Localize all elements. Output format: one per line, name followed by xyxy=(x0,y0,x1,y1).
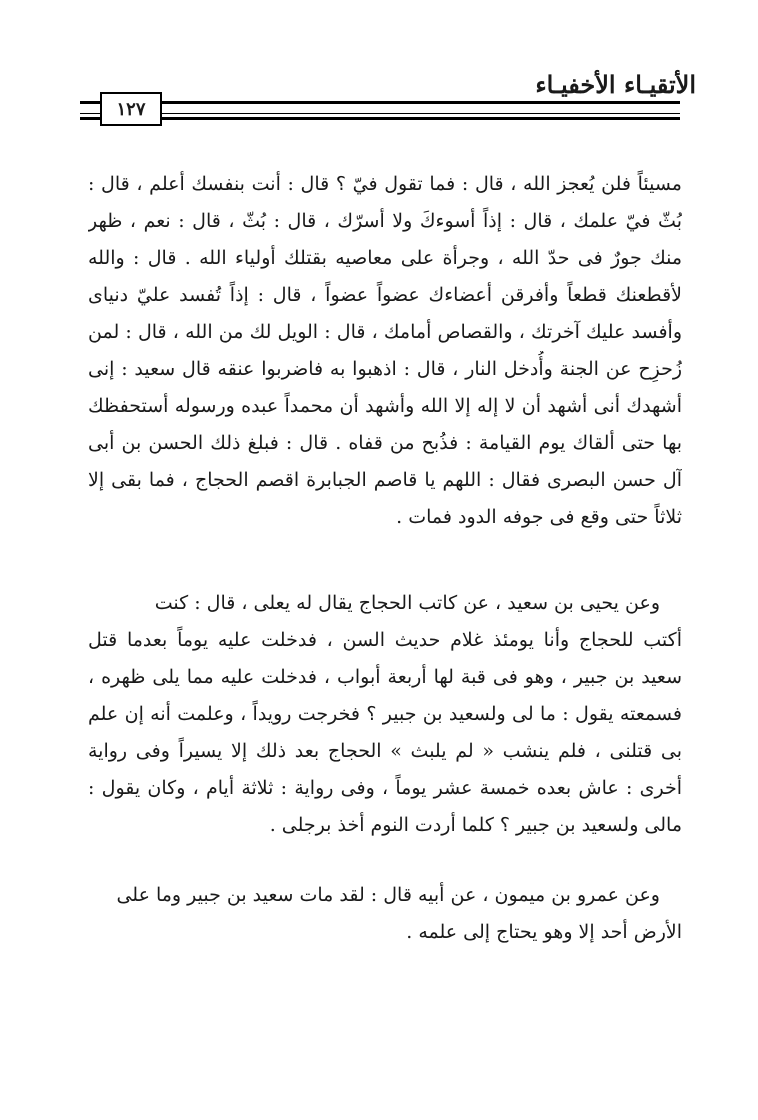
header-rule-top xyxy=(80,101,680,104)
text-line: وأفسد عليك آخرتك ، والقصاص أمامك ، قال : الويل لك من الله ، قال : لمن xyxy=(88,321,682,343)
page-number: ١٢٧ xyxy=(116,98,146,120)
text-line: وعن عمرو بن ميمون ، عن أبيه قال : لقد مات سعيد بن جبير وما على xyxy=(116,884,660,906)
text-line: وعن يحيى بن سعيد ، عن كاتب الحجاج يقال له يعلى ، قال : كنت xyxy=(154,592,660,614)
page-number-box xyxy=(100,92,162,126)
text-line: ثلاثاً حتى وقع فى جوفه الدود فمات . xyxy=(396,506,682,528)
header-title: الأتقيـاء الأخفيـاء xyxy=(535,70,696,99)
text-line: بى قتلنى ، فلم ينشب « لم يلبث » الحجاج بعد ذلك إلا يسيراً وفى رواية xyxy=(88,740,682,762)
paragraph-2 xyxy=(88,585,682,844)
text-line: بُثّ فيّ علمك ، قال : إذاً أسوءكَ ولا أسرّك ، قال : بُثّ ، قال : نعم ، ظهر xyxy=(88,210,682,232)
text-line: منك جورٌ فى حدّ الله ، وجرأة على معاصيه بقتلك أولياء الله . قال : والله xyxy=(88,247,682,269)
text-line: مالى ولسعيد بن جبير ؟ كلما أردت النوم أخذ برجلى . xyxy=(269,814,682,836)
text-line: آل حسن البصرى فقال : اللهم يا قاصم الجبابرة اقصم الحجاج ، فما بقى إلا xyxy=(88,469,682,491)
header-rule-bottom xyxy=(80,117,680,120)
text-line: مسيئاً فلن يُعجز الله ، قال : فما تقول فيّ ؟ قال : أنت بنفسك أعلم ، قال : xyxy=(88,173,682,195)
text-line: أخرى : عاش بعده خمسة عشر يوماً ، وفى رواية : ثلاثة أيام ، وكان يقول : xyxy=(88,777,682,799)
text-line: بها حتى ألقاك يوم القيامة : فذُبح من قفاه . قال : فبلغ ذلك الحسن بن أبى xyxy=(88,432,682,454)
text-line: الأرض أحد إلا وهو يحتاج إلى علمه . xyxy=(406,921,682,943)
text-line: أشهدك أنى أشهد أن لا إله إلا الله وأشهد أن محمداً عبده ورسوله أستحفظك xyxy=(88,395,682,417)
paragraph-3 xyxy=(88,877,682,951)
text-line: لأقطعنك قطعاً وأفرقن أعضاءك عضواً عضواً ، قال : إذاً تُفسد عليّ دنياى xyxy=(88,284,682,306)
text-line: أكتب للحجاج وأنا يومئذ غلام حديث السن ، فدخلت عليه يوماً بعدما قتل xyxy=(88,629,682,651)
header-rule-middle xyxy=(80,113,680,114)
paragraph-1 xyxy=(88,166,682,536)
text-line: زُحزِح عن الجنة وأُدخل النار ، قال : اذهبوا به فاضربوا عنقه قال سعيد : إنى xyxy=(88,358,682,380)
text-line: فسمعته يقول : ما لى ولسعيد بن جبير ؟ فخرجت رويداً ، وعلمت أنه إن علم xyxy=(88,703,682,725)
text-line: سعيد بن جبير ، وهو فى قبة لها أربعة أبواب ، فدخلت عليه مما يلى ظهره ، xyxy=(88,666,682,688)
